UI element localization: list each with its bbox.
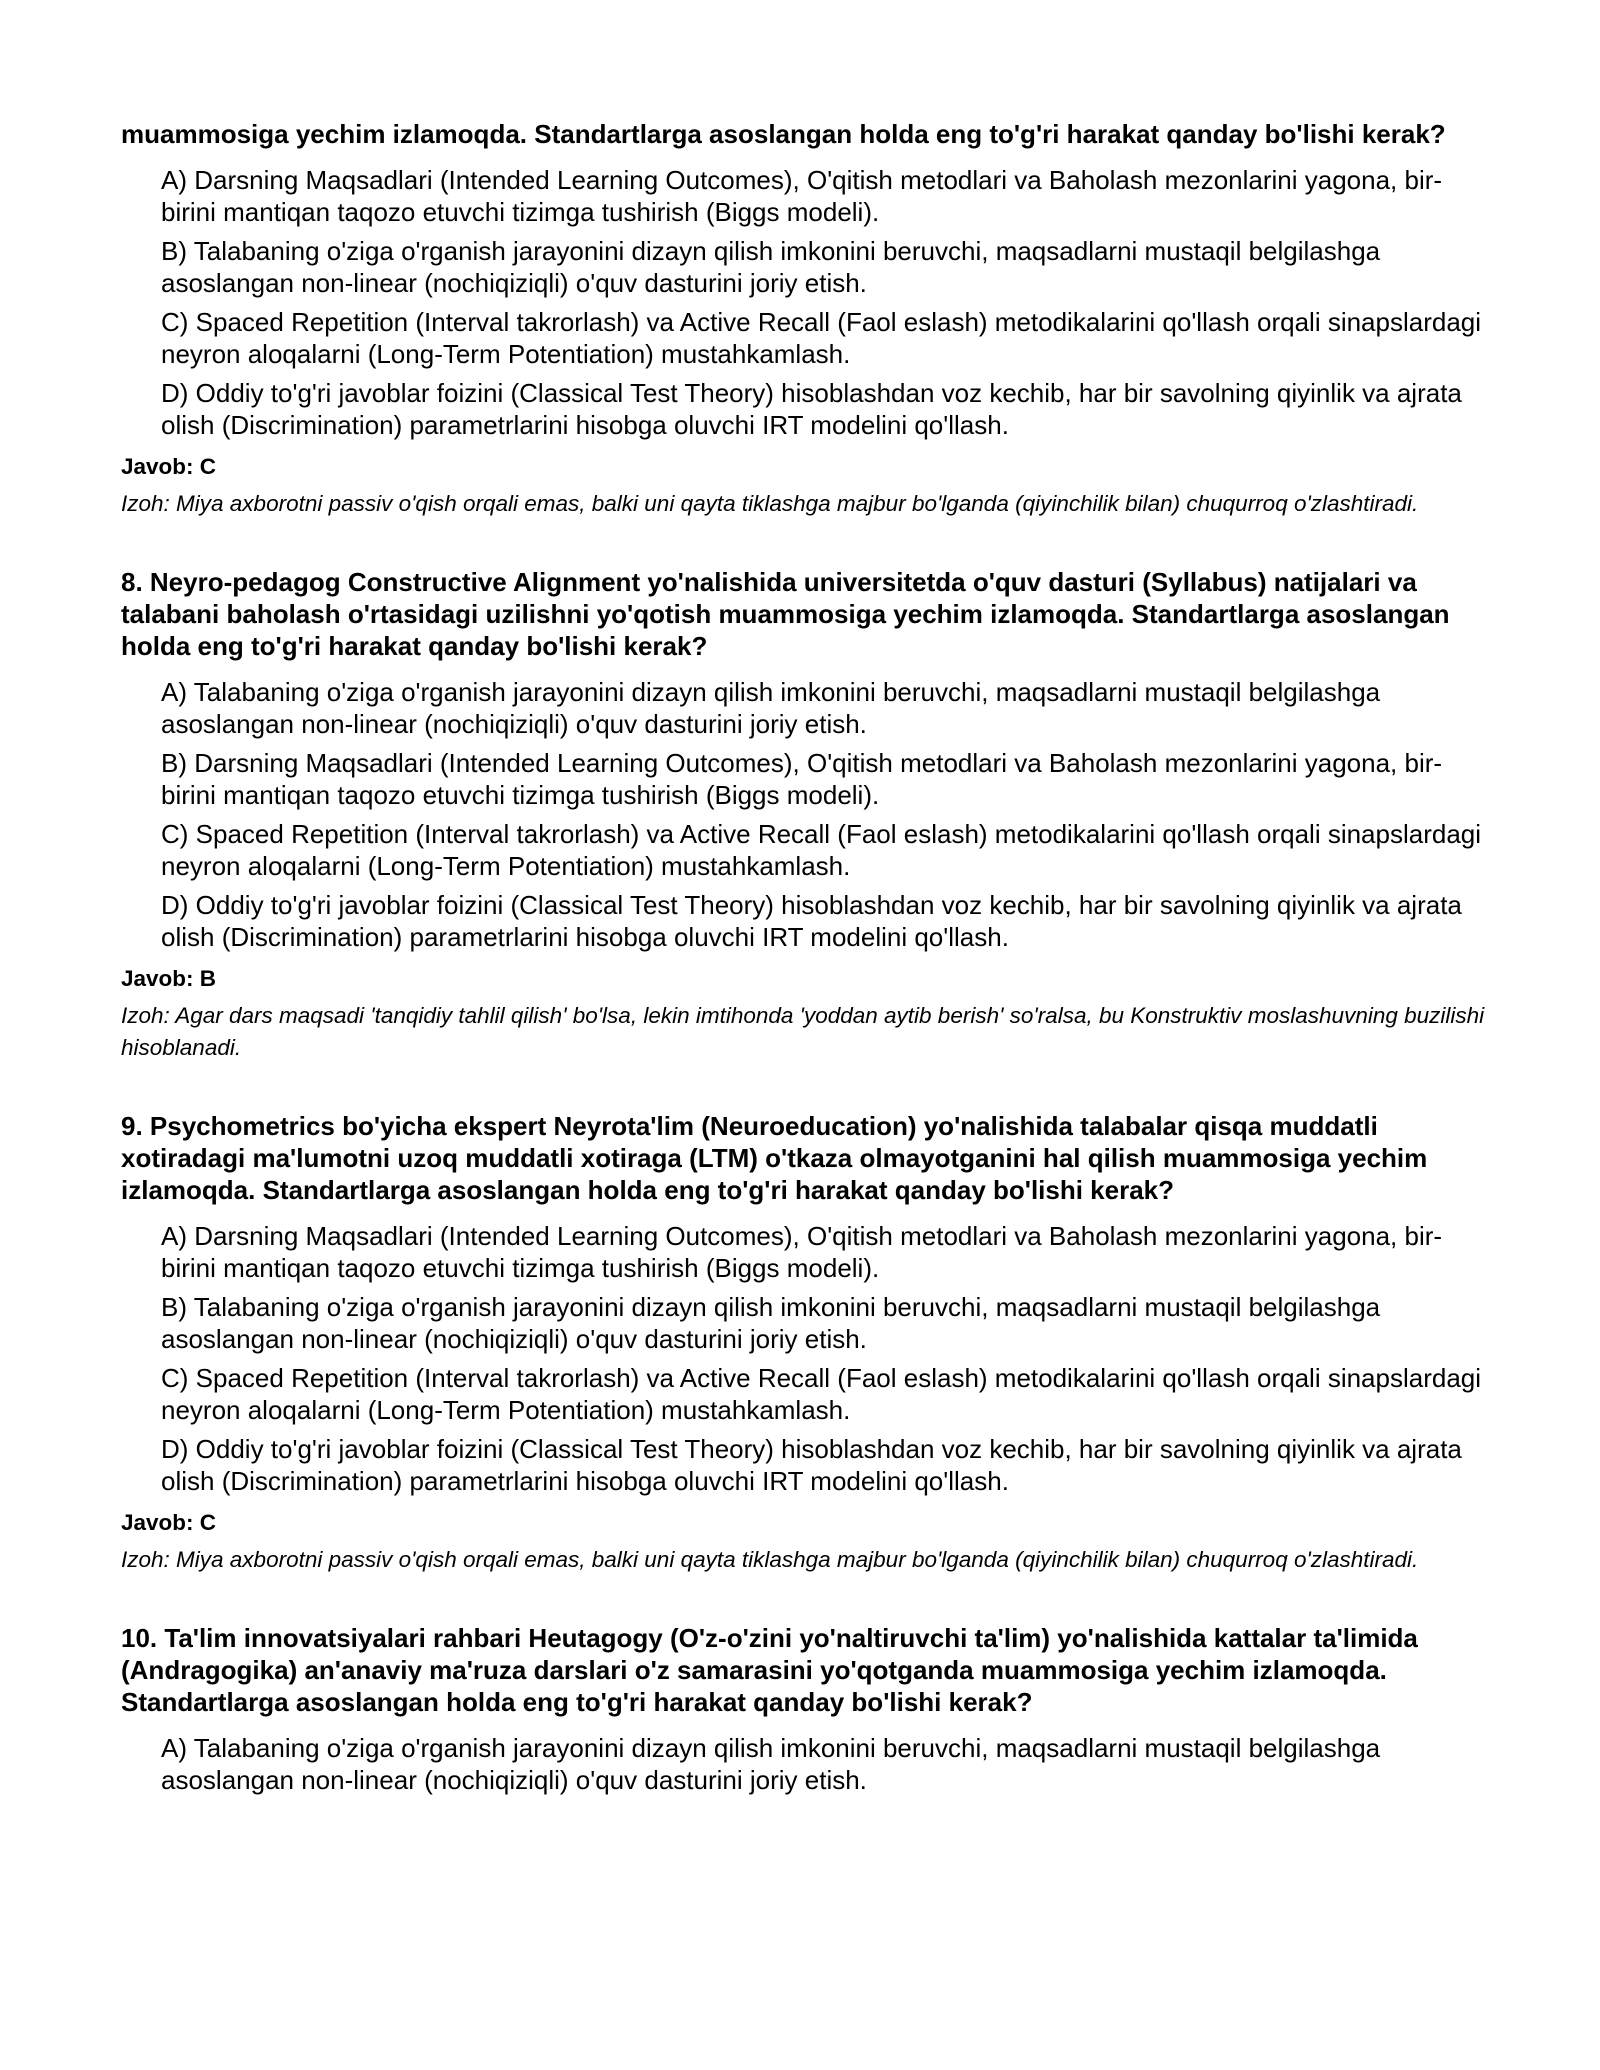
- explanation-note: Izoh: Miya axborotni passiv o'qish orqali emas, balki uni qayta tiklashga majbur bo'lganda (qiyinchilik bilan) chuqurroq o'zlashtiradi.: [121, 1547, 1419, 1572]
- option-a: A) Darsning Maqsadlari (Intended Learning Outcomes), O'qitish metodlari va Baholash mezonlarini yagona, bir-birini mantiqan taqozo etuvchi tizimga tushirish (Biggs modeli).: [161, 1221, 1443, 1283]
- question-block-10: [121, 1622, 1491, 1796]
- option-list: [161, 1220, 1491, 1497]
- question-block-7: [121, 118, 1491, 520]
- option-d: D) Oddiy to'g'ri javoblar foizini (Classical Test Theory) hisoblashdan voz kechib, har bir savolning qiyinlik va ajrata olish (Discrimination) parametrlarini hisobga oluvchi IRT modelini qo'llash.: [161, 1434, 1462, 1496]
- option-a: A) Talabaning o'ziga o'rganish jarayonini dizayn qilish imkonini beruvchi, maqsadlarni mustaqil belgilashga asoslangan non-linear (nochiqiziqli) o'quv dasturini joriy etish.: [161, 1733, 1381, 1795]
- question-block-8: [121, 566, 1491, 1064]
- option-list: [161, 676, 1491, 953]
- question-title: 10. Ta'lim innovatsiyalari rahbari Heutagogy (O'z-o'zini yo'naltiruvchi ta'lim) yo'nalishida kattalar ta'limida (Andragogika) an'anaviy ma'ruza darslari o'z samarasini yo'qotganda muammosiga yechim izlamoqda. Standartlarga asoslangan holda eng to'g'ri harakat qanday bo'lishi kerak?: [121, 1623, 1418, 1717]
- question-title: muammosiga yechim izlamoqda. Standartlarga asoslangan holda eng to'g'ri harakat qanday bo'lishi kerak?: [121, 119, 1446, 149]
- option-c: C) Spaced Repetition (Interval takrorlash) va Active Recall (Faol eslash) metodikalarini qo'llash orqali sinapslardagi neyron aloqalarni (Long-Term Potentiation) mustahkamlash.: [161, 819, 1482, 881]
- question-title: 8. Neyro-pedagog Constructive Alignment yo'nalishida universitetda o'quv dasturi (Syllabus) natijalari va talabani baholash o'rtasidagi uzilishni yo'qotish muammosiga yechim izlamoqda. Standartlarga asoslangan holda eng to'g'ri harakat qanday bo'lishi kerak?: [121, 567, 1450, 661]
- option-c: C) Spaced Repetition (Interval takrorlash) va Active Recall (Faol eslash) metodikalarini qo'llash orqali sinapslardagi neyron aloqalarni (Long-Term Potentiation) mustahkamlash.: [161, 307, 1482, 369]
- option-a: A) Talabaning o'ziga o'rganish jarayonini dizayn qilish imkonini beruvchi, maqsadlarni mustaqil belgilashga asoslangan non-linear (nochiqiziqli) o'quv dasturini joriy etish.: [161, 677, 1381, 739]
- option-list: [161, 1732, 1491, 1796]
- option-b: B) Talabaning o'ziga o'rganish jarayonini dizayn qilish imkonini beruvchi, maqsadlarni mustaqil belgilashga asoslangan non-linear (nochiqiziqli) o'quv dasturini joriy etish.: [161, 1292, 1381, 1354]
- option-c: C) Spaced Repetition (Interval takrorlash) va Active Recall (Faol eslash) metodikalarini qo'llash orqali sinapslardagi neyron aloqalarni (Long-Term Potentiation) mustahkamlash.: [161, 1363, 1482, 1425]
- option-b: B) Talabaning o'ziga o'rganish jarayonini dizayn qilish imkonini beruvchi, maqsadlarni mustaqil belgilashga asoslangan non-linear (nochiqiziqli) o'quv dasturini joriy etish.: [161, 236, 1381, 298]
- explanation-note: Izoh: Miya axborotni passiv o'qish orqali emas, balki uni qayta tiklashga majbur bo'lganda (qiyinchilik bilan) chuqurroq o'zlashtiradi.: [121, 491, 1419, 516]
- option-d: D) Oddiy to'g'ri javoblar foizini (Classical Test Theory) hisoblashdan voz kechib, har bir savolning qiyinlik va ajrata olish (Discrimination) parametrlarini hisobga oluvchi IRT modelini qo'llash.: [161, 890, 1462, 952]
- document-page: [121, 118, 1491, 1842]
- option-b: B) Darsning Maqsadlari (Intended Learning Outcomes), O'qitish metodlari va Baholash mezonlarini yagona, bir-birini mantiqan taqozo etuvchi tizimga tushirish (Biggs modeli).: [161, 748, 1443, 810]
- question-block-9: [121, 1110, 1491, 1576]
- answer-label: Javob: C: [121, 1510, 217, 1535]
- option-list: [161, 164, 1491, 441]
- answer-label: Javob: C: [121, 454, 217, 479]
- explanation-note: Izoh: Agar dars maqsadi 'tanqidiy tahlil qilish' bo'lsa, lekin imtihonda 'yoddan aytib berish' so'ralsa, bu Konstruktiv moslashuvning buzilishi hisoblanadi.: [121, 1003, 1485, 1060]
- option-d: D) Oddiy to'g'ri javoblar foizini (Classical Test Theory) hisoblashdan voz kechib, har bir savolning qiyinlik va ajrata olish (Discrimination) parametrlarini hisobga oluvchi IRT modelini qo'llash.: [161, 378, 1462, 440]
- question-title: 9. Psychometrics bo'yicha ekspert Neyrota'lim (Neuroeducation) yo'nalishida talabalar qisqa muddatli xotiradagi ma'lumotni uzoq muddatli xotiraga (LTM) o'tkaza olmayotganini hal qilish muammosiga yechim izlamoqda. Standartlarga asoslangan holda eng to'g'ri harakat qanday bo'lishi kerak?: [121, 1111, 1428, 1205]
- option-a: A) Darsning Maqsadlari (Intended Learning Outcomes), O'qitish metodlari va Baholash mezonlarini yagona, bir-birini mantiqan taqozo etuvchi tizimga tushirish (Biggs modeli).: [161, 165, 1443, 227]
- answer-label: Javob: B: [121, 966, 217, 991]
